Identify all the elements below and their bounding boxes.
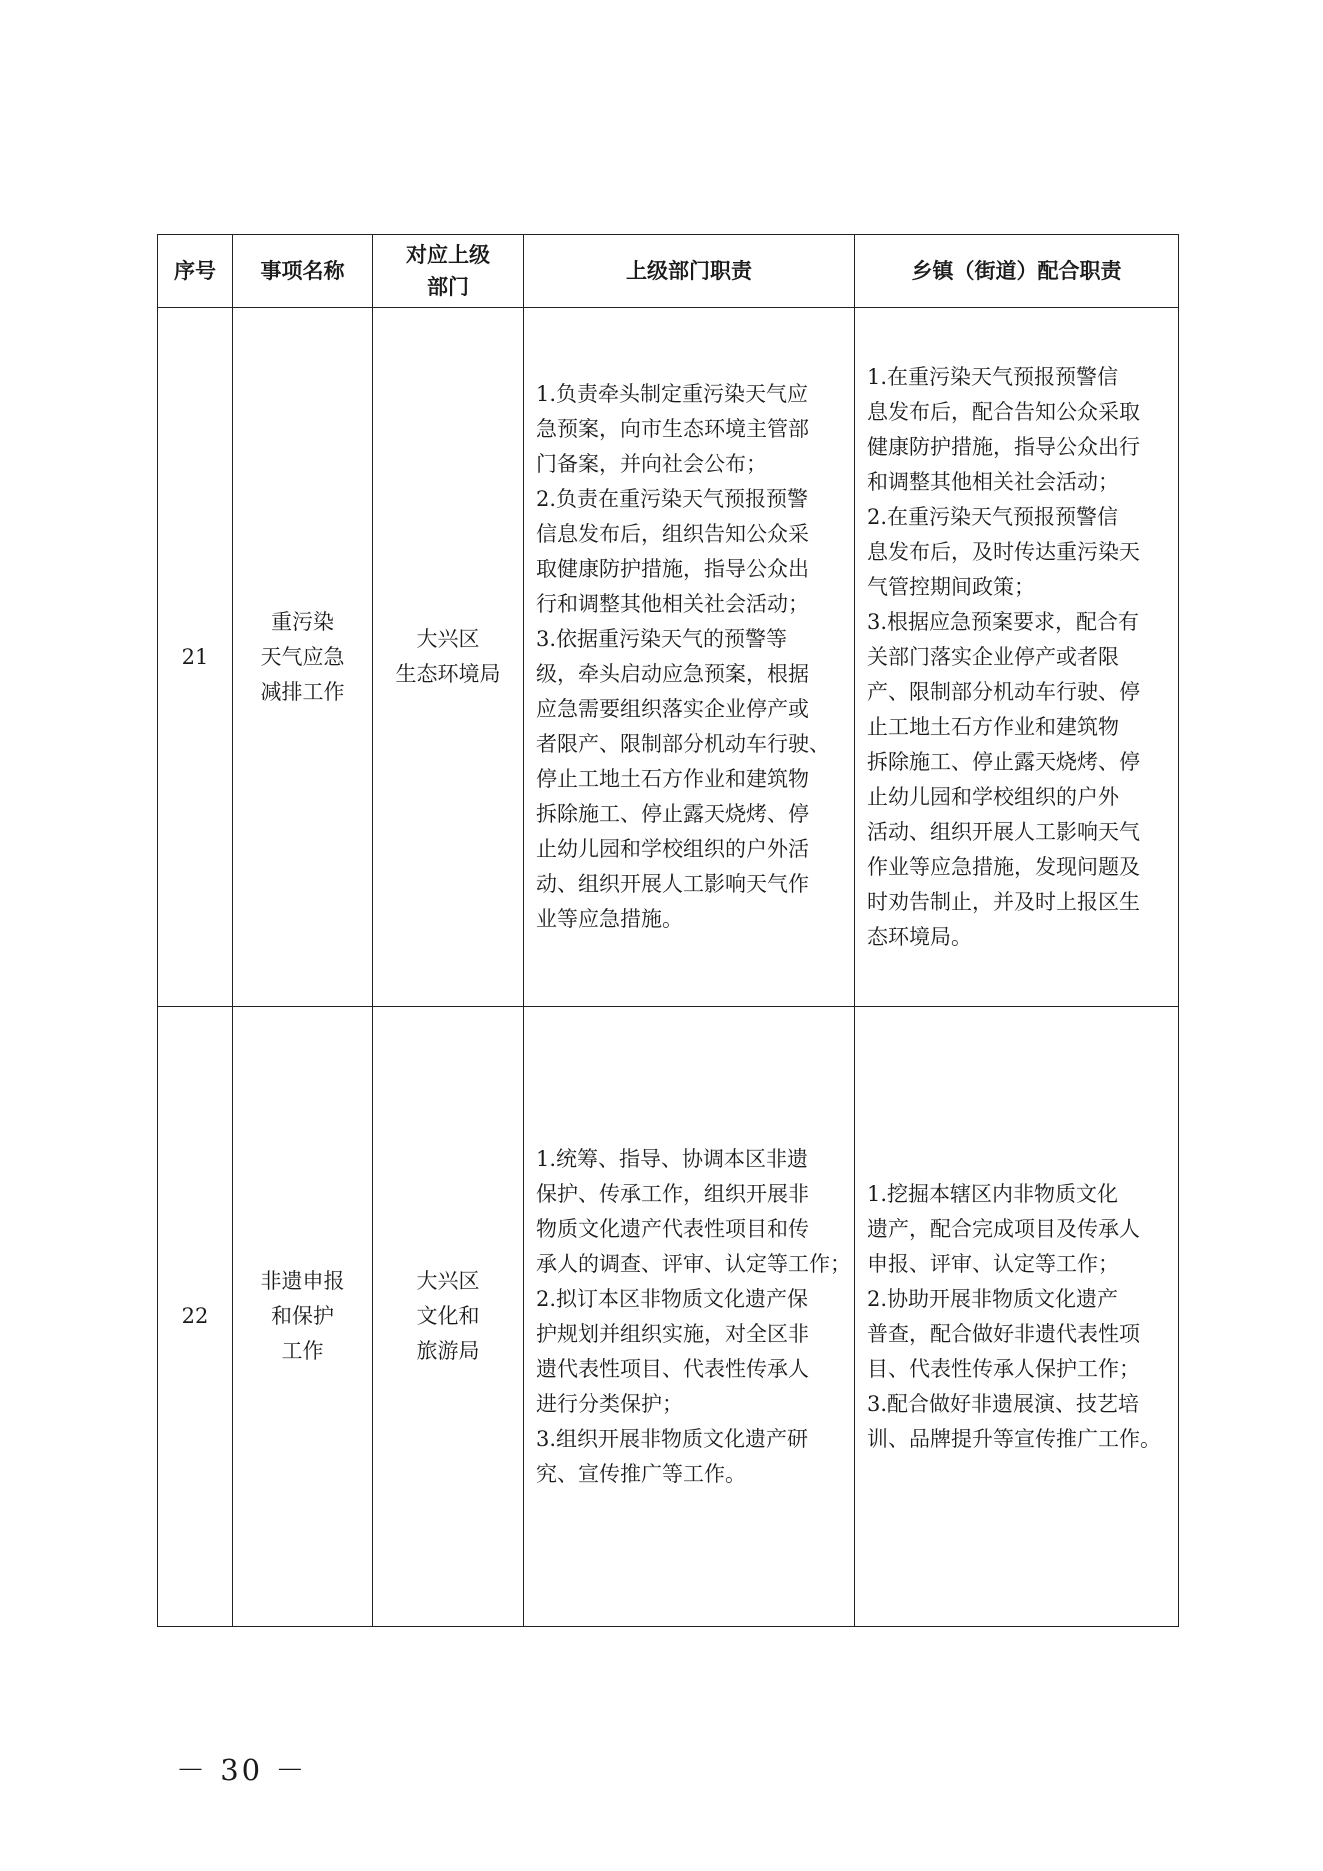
upper-duty-line: 急预案，向市生态环境主管部: [536, 417, 809, 441]
town-duty-line: 息发布后，配合告知公众采取: [867, 399, 1140, 424]
header-no: 序号: [158, 235, 233, 308]
upper-duty-line: 拆除施工、停止露天烧烤、停: [536, 802, 809, 826]
town-duty-line: 息发布后，及时传达重污染天: [867, 539, 1140, 564]
row-dept: [373, 308, 524, 1007]
upper-duty-line: 行和调整其他相关社会活动；: [536, 592, 809, 616]
upper-duty-line: 止幼儿园和学校组织的户外活: [536, 837, 809, 861]
row-dept-line: 旅游局: [416, 1339, 480, 1363]
row-name: [233, 1007, 373, 1627]
upper-duty-line: 级，牵头启动应急预案，根据: [536, 662, 809, 686]
table-row: [158, 1007, 1179, 1627]
town-duty-line: 作业等应急措施，发现问题及: [867, 854, 1140, 879]
upper-duty-line: 者限产、限制部分机动车行驶、: [536, 732, 830, 756]
town-duty-line: 1.挖掘本辖区内非物质文化: [867, 1181, 1119, 1206]
upper-duty-line: 3.组织开展非物质文化遗产研: [536, 1426, 809, 1451]
upper-duty-line: 保护、传承工作，组织开展非: [536, 1181, 809, 1206]
upper-duty-line: 2.负责在重污染天气预报预警: [536, 487, 809, 511]
upper-duty-line: 信息发布后，组织告知公众采: [536, 522, 809, 546]
upper-duties-text: [524, 377, 854, 937]
town-duty-line: 气管控期间政策；: [867, 574, 1035, 599]
town-duty-line: 健康防护措施，指导公众出行: [867, 434, 1140, 459]
town-duty-line: 申报、评审、认定等工作；: [867, 1251, 1119, 1276]
row-upper-duties: [524, 308, 855, 1007]
town-duty-line: 2.在重污染天气预报预警信: [867, 504, 1119, 529]
row-name: [233, 308, 373, 1007]
upper-duties-text: [524, 1142, 854, 1492]
town-duties-text: [855, 360, 1178, 955]
header-dept: [373, 235, 524, 308]
upper-duty-line: 护规划并组织实施，对全区非: [536, 1321, 809, 1346]
upper-duty-line: 取健康防护措施，指导公众出: [536, 557, 809, 581]
town-duty-line: 3.根据应急预案要求，配合有: [867, 609, 1140, 634]
town-duty-line: 和调整其他相关社会活动；: [867, 469, 1119, 494]
upper-duty-line: 2.拟订本区非物质文化遗产保: [536, 1286, 809, 1311]
upper-duty-line: 1.统筹、指导、协调本区非遗: [536, 1146, 809, 1171]
upper-duty-line: 1.负责牵头制定重污染天气应: [536, 382, 809, 406]
header-upper: 上级部门职责: [524, 235, 855, 308]
upper-duty-line: 停止工地土石方作业和建筑物: [536, 767, 809, 791]
header-town: 乡镇（街道）配合职责: [855, 235, 1179, 308]
upper-duty-line: 动、组织开展人工影响天气作: [536, 872, 809, 896]
row-dept-line: 文化和: [416, 1304, 480, 1328]
upper-duty-line: 门备案，并向社会公布；: [536, 452, 767, 476]
upper-duty-line: 业等应急措施。: [536, 907, 683, 931]
row-name-line: 工作: [281, 1339, 324, 1363]
header-name: 事项名称: [233, 235, 373, 308]
town-duty-line: 止工地土石方作业和建筑物: [867, 714, 1119, 739]
town-duty-line: 时劝告制止，并及时上报区生: [867, 889, 1140, 914]
town-duty-line: 遗产，配合完成项目及传承人: [867, 1216, 1140, 1241]
row-no: 21: [158, 308, 233, 1007]
row-dept-line: 大兴区: [416, 1269, 480, 1293]
upper-duty-line: 3.依据重污染天气的预警等: [536, 627, 788, 651]
town-duty-line: 产、限制部分机动车行驶、停: [867, 679, 1140, 704]
town-duty-line: 活动、组织开展人工影响天气: [867, 819, 1140, 844]
town-duty-line: 态环境局。: [867, 924, 972, 949]
upper-duty-line: 进行分类保护；: [536, 1391, 683, 1416]
header-dept-line: 对应上级: [406, 243, 490, 267]
row-town-duties: [855, 1007, 1179, 1627]
upper-duty-line: 承人的调查、评审、认定等工作；: [536, 1251, 851, 1276]
row-name-line: 非遗申报: [260, 1269, 345, 1293]
row-name-line: 天气应急: [260, 644, 345, 669]
row-no: 22: [158, 1007, 233, 1627]
row-dept: [373, 1007, 524, 1627]
town-duty-line: 3.配合做好非遗展演、技艺培: [867, 1391, 1140, 1416]
header-dept-line: 部门: [427, 275, 469, 299]
upper-duty-line: 物质文化遗产代表性项目和传: [536, 1216, 809, 1241]
town-duty-line: 止幼儿园和学校组织的户外: [867, 784, 1119, 809]
row-name-line: 减排工作: [260, 679, 345, 704]
row-dept-line: 生态环境局: [395, 662, 501, 686]
town-duty-line: 2.协助开展非物质文化遗产: [867, 1286, 1119, 1311]
page-number: － 30 －: [176, 1753, 308, 1787]
town-duties-text: [855, 1177, 1178, 1457]
upper-duty-line: 究、宣传推广等工作。: [536, 1461, 746, 1486]
row-town-duties: [855, 308, 1179, 1007]
row-name-line: 重污染: [271, 609, 334, 634]
town-duty-line: 普查，配合做好非遗代表性项: [867, 1321, 1140, 1346]
town-duty-line: 目、代表性传承人保护工作；: [867, 1356, 1140, 1381]
town-duty-line: 1.在重污染天气预报预警信: [867, 364, 1119, 389]
upper-duty-line: 遗代表性项目、代表性传承人: [536, 1356, 809, 1381]
town-duty-line: 拆除施工、停止露天烧烤、停: [867, 749, 1140, 774]
duty-table: [157, 234, 1179, 1627]
town-duty-line: 训、品牌提升等宣传推广工作。: [867, 1426, 1161, 1451]
town-duty-line: 关部门落实企业停产或者限: [867, 644, 1119, 669]
upper-duty-line: 应急需要组织落实企业停产或: [536, 697, 809, 721]
row-name-line: 和保护: [271, 1304, 334, 1328]
table-header-row: [158, 235, 1179, 308]
table-row: [158, 308, 1179, 1007]
row-dept-line: 大兴区: [416, 627, 480, 651]
row-upper-duties: [524, 1007, 855, 1627]
